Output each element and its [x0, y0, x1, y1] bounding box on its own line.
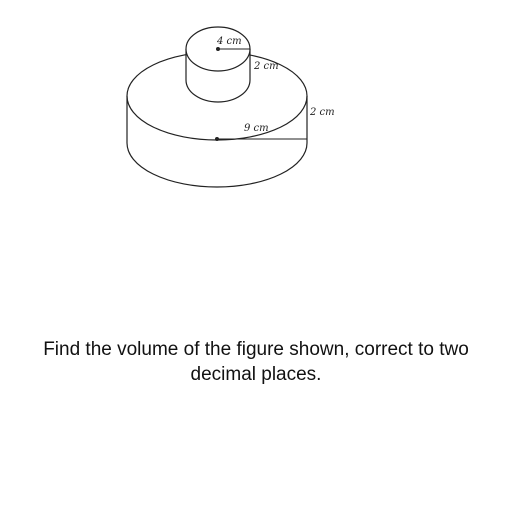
top-diameter-label: 4 cm [217, 36, 242, 47]
bottom-radius-label: 9 cm [244, 123, 269, 134]
bottom-height-label: 2 cm [310, 107, 335, 118]
question-line-2: decimal places. [190, 364, 322, 385]
bottom-cylinder-base-arc [127, 143, 307, 187]
top-height-label: 2 cm [254, 61, 279, 72]
bottom-center-dot [215, 137, 219, 141]
question-text [0, 337, 512, 387]
question-line-1: Find the volume of the figure shown, correct to two [43, 339, 469, 360]
top-center-dot [216, 47, 220, 51]
